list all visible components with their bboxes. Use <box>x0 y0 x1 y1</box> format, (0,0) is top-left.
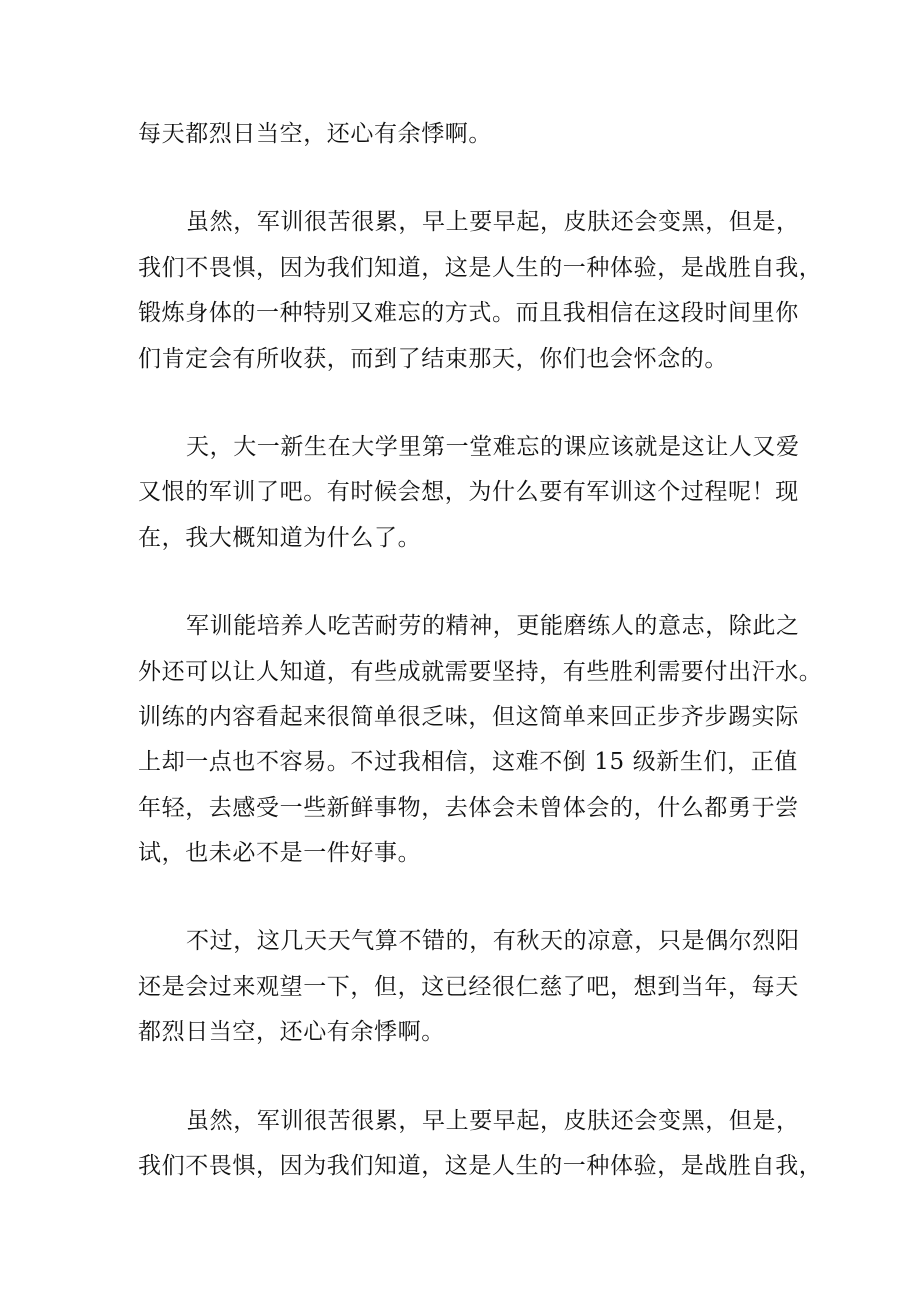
paragraph-line: 上却一点也不容易。不过我相信，这难不倒 15 级新生们，正值 <box>138 749 798 776</box>
paragraph-line: 天，大一新生在大学里第一堂难忘的课应该就是这让人又爱 <box>186 433 800 460</box>
document-body <box>138 112 823 1189</box>
paragraph-gap <box>138 876 798 919</box>
paragraph-line: 虽然，军训很苦很累，早上要早起，皮肤还会变黑，但是， <box>186 1107 800 1134</box>
paragraph-3 <box>138 425 798 561</box>
paragraph-2 <box>138 200 823 382</box>
paragraph-line: 都烈日当空，还心有余悸啊。 <box>138 1019 445 1046</box>
paragraph-4 <box>138 604 823 876</box>
paragraph-1 <box>138 112 798 157</box>
paragraph-line: 试，也未必不是一件好事。 <box>138 840 422 867</box>
paragraph-line: 军训能培养人吃苦耐劳的精神，更能磨练人的意志，除此之 <box>186 613 800 640</box>
paragraph-gap <box>138 157 798 200</box>
paragraph-line: 不过，这几天天气算不错的，有秋天的凉意，只是偶尔烈阳 <box>186 928 800 955</box>
paragraph-line: 在，我大概知道为什么了。 <box>138 524 422 551</box>
paragraph-line: 又恨的军训了吧。有时候会想，为什么要有军训这个过程呢！现 <box>138 479 799 506</box>
paragraph-line: 们肯定会有所收获，而到了结束那天，你们也会怀念的。 <box>138 345 728 372</box>
paragraph-line: 锻炼身体的一种特别又难忘的方式。而且我相信在这段时间里你 <box>138 300 799 327</box>
paragraph-gap <box>138 1056 798 1099</box>
paragraph-6 <box>138 1099 823 1190</box>
paragraph-line: 外还可以让人知道，有些成就需要坚持，有些胜利需要付出汗水。 <box>138 658 823 685</box>
paragraph-line: 每天都烈日当空，还心有余悸啊。 <box>138 121 492 147</box>
paragraph-line: 还是会过来观望一下，但，这已经很仁慈了吧，想到当年，每天 <box>138 973 799 1000</box>
paragraph-line: 我们不畏惧，因为我们知道，这是人生的一种体验，是战胜自我， <box>138 254 823 281</box>
paragraph-line: 我们不畏惧，因为我们知道，这是人生的一种体验，是战胜自我， <box>138 1153 823 1180</box>
paragraph-line: 虽然，军训很苦很累，早上要早起，皮肤还会变黑，但是， <box>186 209 800 236</box>
paragraph-gap <box>138 561 798 604</box>
paragraph-gap <box>138 382 798 425</box>
paragraph-line: 年轻，去感受一些新鲜事物，去体会未曾体会的，什么都勇于尝 <box>138 794 799 821</box>
paragraph-line: 训练的内容看起来很简单很乏味，但这简单来回正步齐步踢实际 <box>138 703 799 730</box>
paragraph-5 <box>138 919 798 1055</box>
